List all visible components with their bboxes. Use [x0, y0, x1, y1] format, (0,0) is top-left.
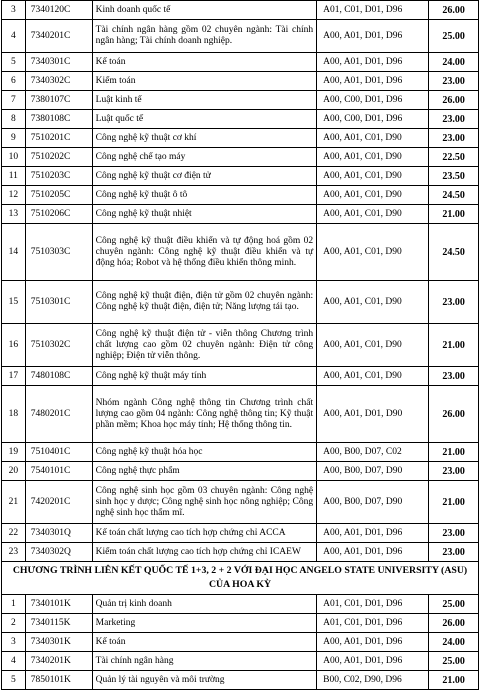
admission-score: 23.00 [429, 72, 479, 91]
admission-score: 26.00 [429, 614, 479, 633]
row-number: 14 [2, 224, 26, 281]
table-row [2, 205, 479, 224]
subject-combination: A00, A01, D01, D96 [317, 543, 429, 562]
major-name: Công nghệ kỹ thuật điện, điện tử gồm 02 chuyên ngành: Công nghệ kỹ thuật điện, điện tử; Năng lượng tái tạo. [92, 281, 316, 324]
subject-combination: A00, A01, C01, D90 [317, 205, 429, 224]
major-code: 7480201C [25, 386, 92, 443]
major-code: 7510401C [25, 443, 92, 462]
admission-score: 21.00 [429, 324, 479, 367]
table-row [2, 281, 479, 324]
table-row [2, 129, 479, 148]
major-name: Công nghệ kỹ thuật cơ khí [92, 129, 316, 148]
major-code: 7340201K [25, 652, 92, 671]
admission-score: 23.00 [429, 281, 479, 324]
admission-score: 26.00 [429, 386, 479, 443]
admission-score: 23.00 [429, 524, 479, 543]
major-code: 7380108C [25, 110, 92, 129]
major-name: Công nghệ kỹ thuật nhiệt [92, 205, 316, 224]
row-number: 1 [2, 595, 26, 614]
admission-score: 21.00 [429, 671, 479, 690]
major-name: Công nghệ kỹ thuật ô tô [92, 186, 316, 205]
major-code: 7340120C [25, 1, 92, 20]
subject-combination: A00, C00, D01, D96 [317, 110, 429, 129]
major-name: Tài chính ngân hàng gồm 02 chuyên ngành: Tài chính ngân hàng; Tài chính doanh nghiệp. [92, 20, 316, 53]
admission-score: 24.50 [429, 186, 479, 205]
admission-score: 26.00 [429, 91, 479, 110]
admission-score: 25.00 [429, 20, 479, 53]
major-name: Quản trị kinh doanh [92, 595, 316, 614]
admission-score: 23.00 [429, 543, 479, 562]
major-code: 7420201C [25, 481, 92, 524]
table-row [2, 543, 479, 562]
subject-combination: A01, C01, D01, D96 [317, 1, 429, 20]
admission-score: 25.00 [429, 652, 479, 671]
table-row [2, 633, 479, 652]
subject-combination: A00, A01, D01, D96 [317, 72, 429, 91]
row-number: 6 [2, 72, 26, 91]
major-name: Công nghệ kỹ thuật cơ điện tử [92, 167, 316, 186]
major-name: Kinh doanh quốc tế [92, 1, 316, 20]
table-row [2, 110, 479, 129]
row-number: 2 [2, 614, 26, 633]
major-name: Kế toán [92, 53, 316, 72]
subject-combination: A00, A01, C01, D90 [317, 281, 429, 324]
table-row [2, 524, 479, 543]
admission-score: 25.00 [429, 595, 479, 614]
table-row [2, 148, 479, 167]
major-code: 7850101K [25, 671, 92, 690]
row-number: 11 [2, 167, 26, 186]
admission-score: 23.00 [429, 462, 479, 481]
subject-combination: A00, B00, D07, D90 [317, 462, 429, 481]
major-code: 7510202C [25, 148, 92, 167]
major-code: 7380107C [25, 91, 92, 110]
row-number: 19 [2, 443, 26, 462]
subject-combination: A00, B00, D07, C02 [317, 443, 429, 462]
table-row [2, 224, 479, 281]
section-title: CHƯƠNG TRÌNH LIÊN KẾT QUỐC TẾ 1+3, 2 + 2 VỚI ĐẠI HỌC ANGELO STATE UNIVERSITY (ASU) CỦA HOA KỲ [2, 562, 479, 595]
major-code: 7540101C [25, 462, 92, 481]
major-code: 7510203C [25, 167, 92, 186]
admission-score: 24.00 [429, 53, 479, 72]
major-code: 7510303C [25, 224, 92, 281]
subject-combination: A00, A01, C01, D90 [317, 367, 429, 386]
row-number: 9 [2, 129, 26, 148]
row-number: 22 [2, 524, 26, 543]
subject-combination: A00, A01, D01, D90 [317, 386, 429, 443]
table-row [2, 167, 479, 186]
row-number: 18 [2, 386, 26, 443]
subject-combination: A00, A01, D01, D96 [317, 633, 429, 652]
table-row [2, 324, 479, 367]
table-row [2, 72, 479, 91]
section-header-row [2, 562, 479, 595]
major-code: 7510201C [25, 129, 92, 148]
subject-combination: A00, B00, D07, D90 [317, 481, 429, 524]
subject-combination: A00, A01, C01, D90 [317, 324, 429, 367]
major-code: 7340101K [25, 595, 92, 614]
table-row [2, 614, 479, 633]
subject-combination: A00, A01, D01, D96 [317, 524, 429, 543]
table-row [2, 443, 479, 462]
table-row [2, 53, 479, 72]
subject-combination: A00, A01, C01, D90 [317, 129, 429, 148]
major-name: Công nghệ kỹ thuật máy tính [92, 367, 316, 386]
subject-combination: A00, A01, D01, D96 [317, 20, 429, 53]
major-name: Tài chính ngân hàng [92, 652, 316, 671]
major-name: Kiểm toán chất lượng cao tích hợp chứng chỉ ICAEW [92, 543, 316, 562]
major-code: 7340302C [25, 72, 92, 91]
table-row [2, 1, 479, 20]
major-name: Công nghệ chế tạo máy [92, 148, 316, 167]
major-code: 7340302Q [25, 543, 92, 562]
major-name: Kế toán chất lượng cao tích hợp chứng chỉ ACCA [92, 524, 316, 543]
subject-combination: A00, A01, C01, D90 [317, 148, 429, 167]
major-code: 7340301C [25, 53, 92, 72]
row-number: 23 [2, 543, 26, 562]
major-code: 7510301C [25, 281, 92, 324]
table-row [2, 652, 479, 671]
table-row [2, 481, 479, 524]
row-number: 3 [2, 1, 26, 20]
row-number: 15 [2, 281, 26, 324]
major-code: 7340301Q [25, 524, 92, 543]
subject-combination: A01, C01, D01, D96 [317, 595, 429, 614]
admission-score: 23.50 [429, 167, 479, 186]
subject-combination: A00, A01, C01, D90 [317, 167, 429, 186]
subject-combination: A00, A01, C01, D90 [317, 224, 429, 281]
major-name: Quản lý tài nguyên và môi trường [92, 671, 316, 690]
major-code: 7510302C [25, 324, 92, 367]
table-row [2, 20, 479, 53]
row-number: 7 [2, 91, 26, 110]
major-code: 7510206C [25, 205, 92, 224]
admission-score: 23.00 [429, 129, 479, 148]
subject-combination: A00, C00, D01, D96 [317, 91, 429, 110]
major-name: Công nghệ thực phẩm [92, 462, 316, 481]
row-number: 16 [2, 324, 26, 367]
major-code: 7510205C [25, 186, 92, 205]
admission-score: 21.00 [429, 443, 479, 462]
admission-score: 24.50 [429, 224, 479, 281]
table-row [2, 186, 479, 205]
admission-score: 24.00 [429, 633, 479, 652]
admission-score: 23.00 [429, 367, 479, 386]
row-number: 8 [2, 110, 26, 129]
major-name: Nhóm ngành Công nghệ thông tin Chương trình chất lượng cao gồm 04 ngành: Công nghệ thông tin; Kỹ thuật phần mềm; Khoa học máy tính; Hệ thống thông tin. [92, 386, 316, 443]
row-number: 10 [2, 148, 26, 167]
major-name: Marketing [92, 614, 316, 633]
row-number: 13 [2, 205, 26, 224]
row-number: 4 [2, 20, 26, 53]
major-name: Công nghệ kỹ thuật hóa học [92, 443, 316, 462]
major-code: 7480108C [25, 367, 92, 386]
admission-score: 21.00 [429, 205, 479, 224]
row-number: 20 [2, 462, 26, 481]
major-name: Công nghệ kỹ thuật điều khiển và tự động hoá gồm 02 chuyên ngành: Công nghệ kỹ thuật điều khiển và tự động hóa; Robot và hệ thống điều khiển thông minh. [92, 224, 316, 281]
table-row [2, 386, 479, 443]
table-row [2, 91, 479, 110]
major-code: 7340201C [25, 20, 92, 53]
major-name: Luật quốc tế [92, 110, 316, 129]
major-name: Công nghệ sinh học gồm 03 chuyên ngành: Công nghệ sinh học y dược; Công nghệ sinh học nông nghiệp; Công nghệ sinh học thẩm mĩ. [92, 481, 316, 524]
subject-combination: B00, C02, D90, D96 [317, 671, 429, 690]
table-row [2, 671, 479, 690]
row-number: 3 [2, 633, 26, 652]
major-code: 7340301K [25, 633, 92, 652]
major-name: Kế toán [92, 633, 316, 652]
admission-score: 23.00 [429, 110, 479, 129]
subject-combination: A01, C01, D01, D96 [317, 614, 429, 633]
table-row [2, 367, 479, 386]
subject-combination: A00, A01, C01, D90 [317, 186, 429, 205]
admission-score: 21.00 [429, 481, 479, 524]
row-number: 21 [2, 481, 26, 524]
table-row [2, 595, 479, 614]
subject-combination: A00, A01, D01, D96 [317, 652, 429, 671]
row-number: 12 [2, 186, 26, 205]
admission-score-table [1, 0, 479, 690]
row-number: 4 [2, 652, 26, 671]
major-code: 7340115K [25, 614, 92, 633]
major-name: Kiểm toán [92, 72, 316, 91]
table-row [2, 462, 479, 481]
major-name: Công nghệ kỹ thuật điện tử - viễn thông Chương trình chất lượng cao gồm 02 chuyên ngành: Điện tử công nghiệp; Điện tử viễn thông. [92, 324, 316, 367]
row-number: 5 [2, 671, 26, 690]
row-number: 5 [2, 53, 26, 72]
subject-combination: A00, A01, D01, D96 [317, 53, 429, 72]
major-name: Luật kinh tế [92, 91, 316, 110]
row-number: 17 [2, 367, 26, 386]
admission-score: 22.50 [429, 148, 479, 167]
admission-score: 26.00 [429, 1, 479, 20]
